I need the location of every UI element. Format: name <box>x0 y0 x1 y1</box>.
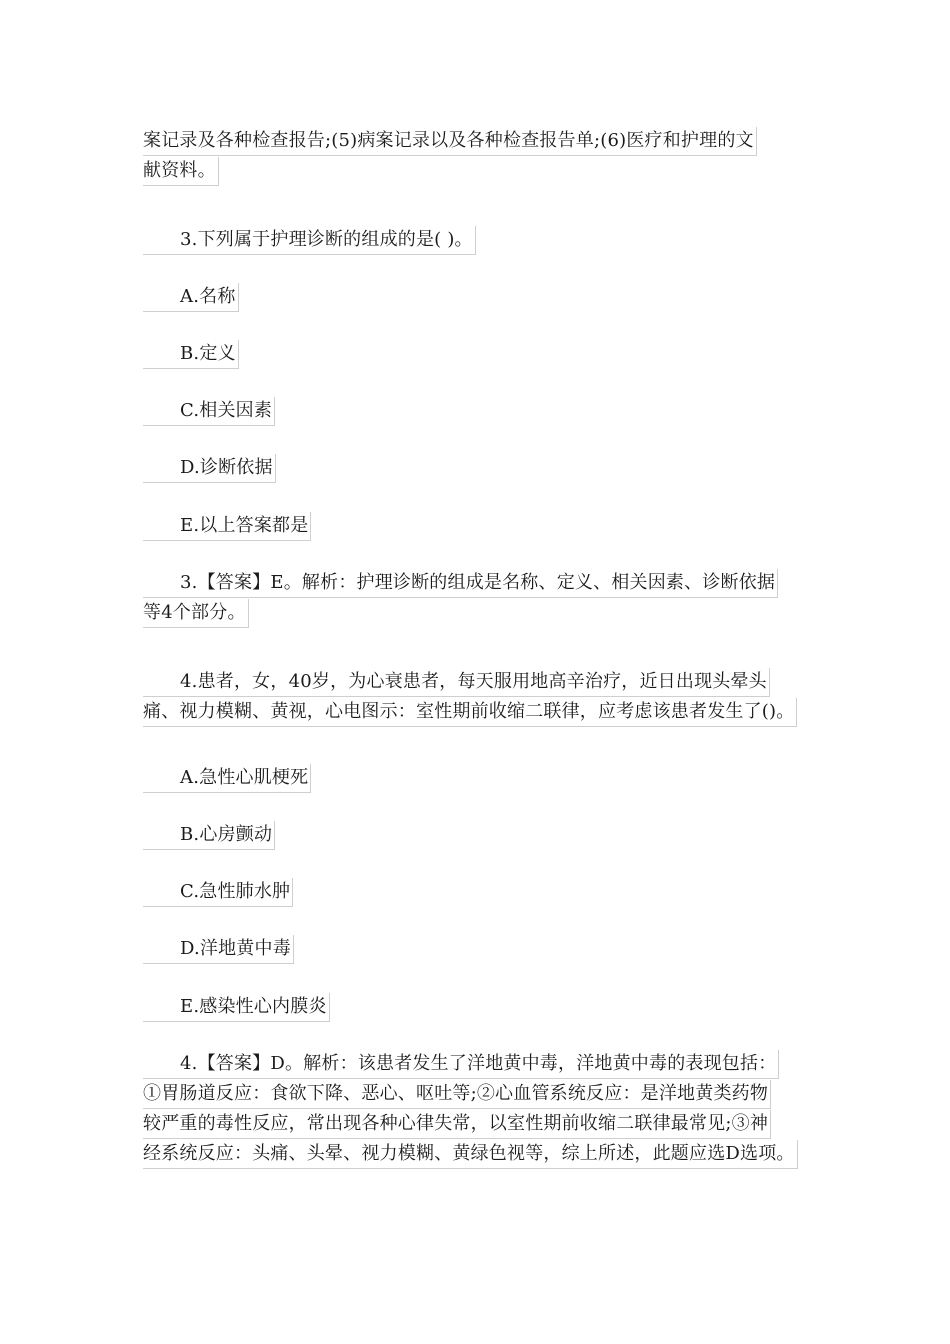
question-3-option-b <box>143 339 239 369</box>
answer-text: 等4个部分。 <box>143 599 249 628</box>
option-text: B.心房颤动 <box>143 821 275 850</box>
answer-text: 经系统反应：头痛、头晕、视力模糊、黄绿色视等，综上所述，此题应选D选项。 <box>143 1140 798 1169</box>
answer-4 <box>143 1049 798 1169</box>
question-3-option-e <box>143 511 311 541</box>
answer-text: 3.【答案】E。解析：护理诊断的组成是名称、定义、相关因素、诊断依据 <box>143 569 778 598</box>
question-text: 3.下列属于护理诊断的组成的是( )。 <box>143 226 476 255</box>
question-text: 4.患者，女，40岁，为心衰患者，每天服用地高辛治疗，近日出现头晕头 <box>143 668 770 697</box>
question-4 <box>143 667 797 727</box>
question-3-option-c <box>143 396 275 426</box>
question-3-option-a <box>143 282 239 312</box>
option-text: B.定义 <box>143 340 239 369</box>
text-line: 案记录及各种检查报告;(5)病案记录以及各种检查报告单;(6)医疗和护理的文 <box>143 127 757 156</box>
answer-3 <box>143 568 778 628</box>
continued-paragraph <box>143 126 757 186</box>
option-text: C.相关因素 <box>143 397 275 426</box>
question-3 <box>143 225 476 255</box>
answer-text: 较严重的毒性反应，常出现各种心律失常，以室性期前收缩二联律最常见;③神 <box>143 1110 771 1139</box>
option-text: E.感染性心内膜炎 <box>143 993 330 1022</box>
option-text: A.名称 <box>143 283 239 312</box>
option-text: E.以上答案都是 <box>143 512 311 541</box>
option-text: D.诊断依据 <box>143 454 276 483</box>
text-line: 献资料。 <box>143 157 219 186</box>
option-text: D.洋地黄中毒 <box>143 935 294 964</box>
question-text: 痛、视力模糊、黄视，心电图示：室性期前收缩二联律，应考虑该患者发生了()。 <box>143 698 797 727</box>
question-4-option-a <box>143 763 311 793</box>
question-4-option-b <box>143 820 275 850</box>
question-4-option-e <box>143 992 330 1022</box>
answer-text: ①胃肠道反应：食欲下降、恶心、呕吐等;②心血管系统反应：是洋地黄类药物 <box>143 1080 771 1109</box>
question-4-option-d <box>143 934 294 964</box>
question-3-option-d <box>143 453 276 483</box>
answer-text: 4.【答案】D。解析：该患者发生了洋地黄中毒，洋地黄中毒的表现包括： <box>143 1050 779 1079</box>
option-text: A.急性心肌梗死 <box>143 764 311 793</box>
question-4-option-c <box>143 877 293 907</box>
option-text: C.急性肺水肿 <box>143 878 293 907</box>
